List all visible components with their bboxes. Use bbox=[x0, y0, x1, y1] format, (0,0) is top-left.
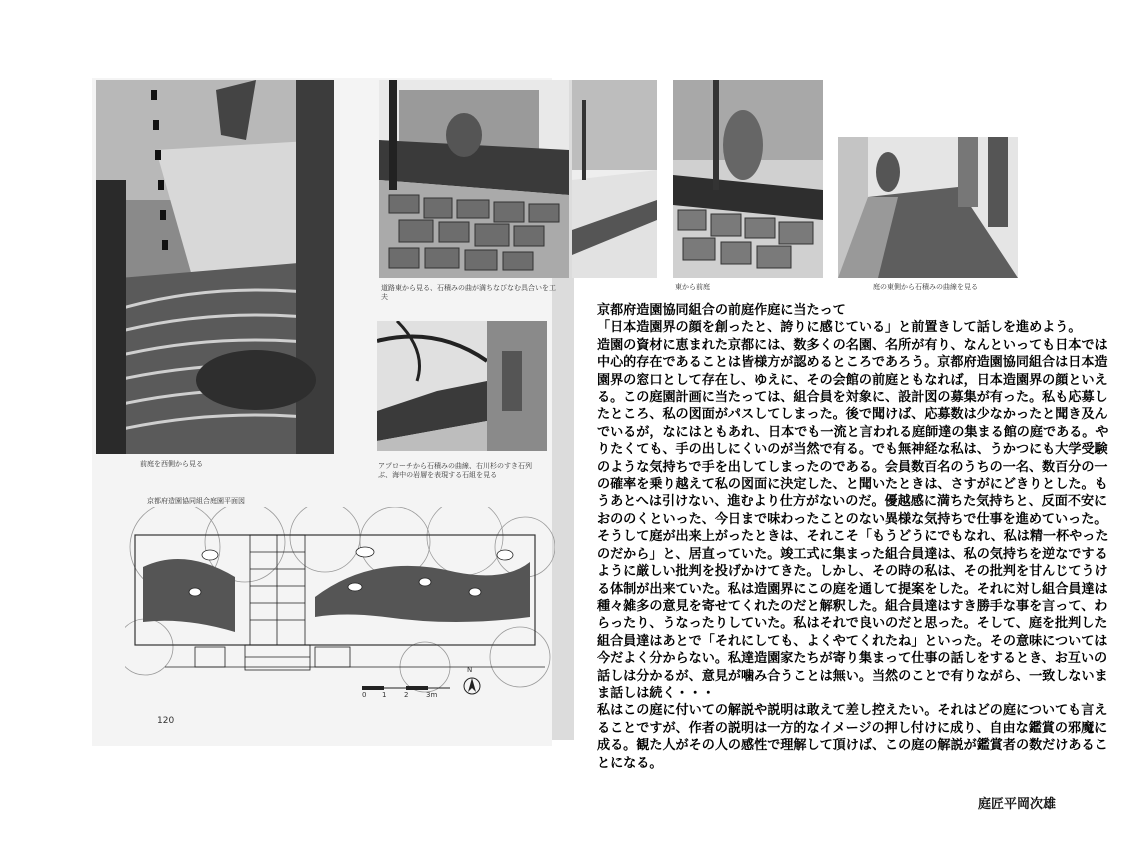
north-label: N bbox=[467, 666, 473, 674]
scale-tick-0: 0 bbox=[362, 691, 367, 699]
caption-photo-b: 道路東から見る、石積みの曲が満ちなびなむ具合いを工夫 bbox=[381, 284, 556, 301]
photo-stone-wall-east bbox=[379, 80, 569, 278]
photo-front-garden-east bbox=[673, 80, 823, 278]
photo-garden-east-side bbox=[838, 137, 1018, 278]
scale-tick-1: 1 bbox=[382, 691, 387, 699]
scale-bar bbox=[362, 684, 452, 700]
caption-photo-e: アプローチから石積みの曲線、右川杉のすき石列ぶ、海中の岩層を表現する石組を見る bbox=[378, 462, 532, 479]
scale-tick-2: 2 bbox=[404, 691, 409, 699]
essay-paragraph-2: 造園の資材に恵まれた京都には、数多くの名園、名所が有り、なんといっても日本では中心的存在であることは皆様方が認めるところであろう。京都府造園協同組合は日本造園界の窓口として存在し、ゆえに、その会館の前庭ともなれば，日本造園界の顔といえる。この庭園計画に当たっては、組合員を対象に、設計図の募集が有った。私も応募したところ、私の図面がパスしてしまった。後で聞けば、応募数は少なかったと聞き及んでいるが，なにはともあれ、日本でも一流と言われる庭師達の集まる館の庭である。やりたくても、手の出しにくいのが当然で有る。でも無神経な私は、うかつにも大学受験のような気持ちで手を出してしまったのである。会員数百名のうちの一名、数百分の一の確率を乗り越えて私の図面に決定した、と聞いたときは、さすがにどきりとした。もうあとへは引けない、進むより仕方がないのだ。優越感に満ちた気持ちと、反面不安におののくといった、今日まで味わったことのない異様な気持ちで仕事を進めていった。そうして庭が出来上がったときは、それこそ「もうどうにでもなれ、私は精一杯やったのだから」と、居直っていた。竣工式に集まった組合員達は、私の気持ちを逆なでするように厳しい批判を投げかけてきた。しかし、その時の私は、その批判を甘んじてうける体制が出来ていた。私は造園界にこの庭を通して提案をした。それに対し組合員達は種々雑多の意見を寄せてくれたのだと解釈した。組合員達はすき勝手な事を言って、わらったり、うなったりしていた。私はそれで良いのだと思った。そして、庭を批判した組合員達はあとで「それにしても、よくやてくれたね」といった。その意味については今だよく分からない。私達造園家たちが寄り集まって仕事の話しをするとき、お互いの話しは分かるが、意見が噛み合うことは無い。当然のことで有りながら、一致しないまま話しは続く・・・ bbox=[597, 337, 1109, 701]
essay-paragraph-1: 「日本造園界の顔を創ったと、誇りに感じている」と前置きして話しを進めよう。 bbox=[597, 320, 1082, 336]
scale-tick-3: 3m bbox=[426, 691, 438, 699]
essay-body bbox=[597, 302, 1117, 772]
essay-paragraph-3: 私はこの庭に付いての解説や説明は敢えて差し控えたい。それはどの庭についても言えることですが、作者の説明は一方的なイメージの押し付けに成り、自由な鑑賞の邪魔に成る。観た人がその人の感性で理解して頂けば、この庭の解説が鑑賞者の数だけあることになる。 bbox=[597, 703, 1108, 771]
caption-photo-c: 東から前庭 bbox=[675, 283, 710, 291]
essay-title: 京都府造園協同組合の前庭作庭に当たって bbox=[597, 303, 846, 318]
caption-photo-a: 前庭を西側から見る bbox=[140, 460, 203, 468]
north-arrow-icon bbox=[460, 666, 484, 696]
plan-title: 京都府造園協同組合庭園平面図 bbox=[147, 497, 245, 505]
photo-path-view bbox=[572, 80, 657, 278]
site-plan-drawing bbox=[125, 507, 555, 702]
photo-garden-west bbox=[96, 80, 334, 454]
page-number: 120 bbox=[157, 716, 175, 726]
photo-approach-curve bbox=[377, 321, 547, 451]
author-signature: 庭匠平岡次雄 bbox=[977, 797, 1056, 812]
caption-photo-d: 庭の東側から石積みの曲線を見る bbox=[873, 283, 978, 291]
